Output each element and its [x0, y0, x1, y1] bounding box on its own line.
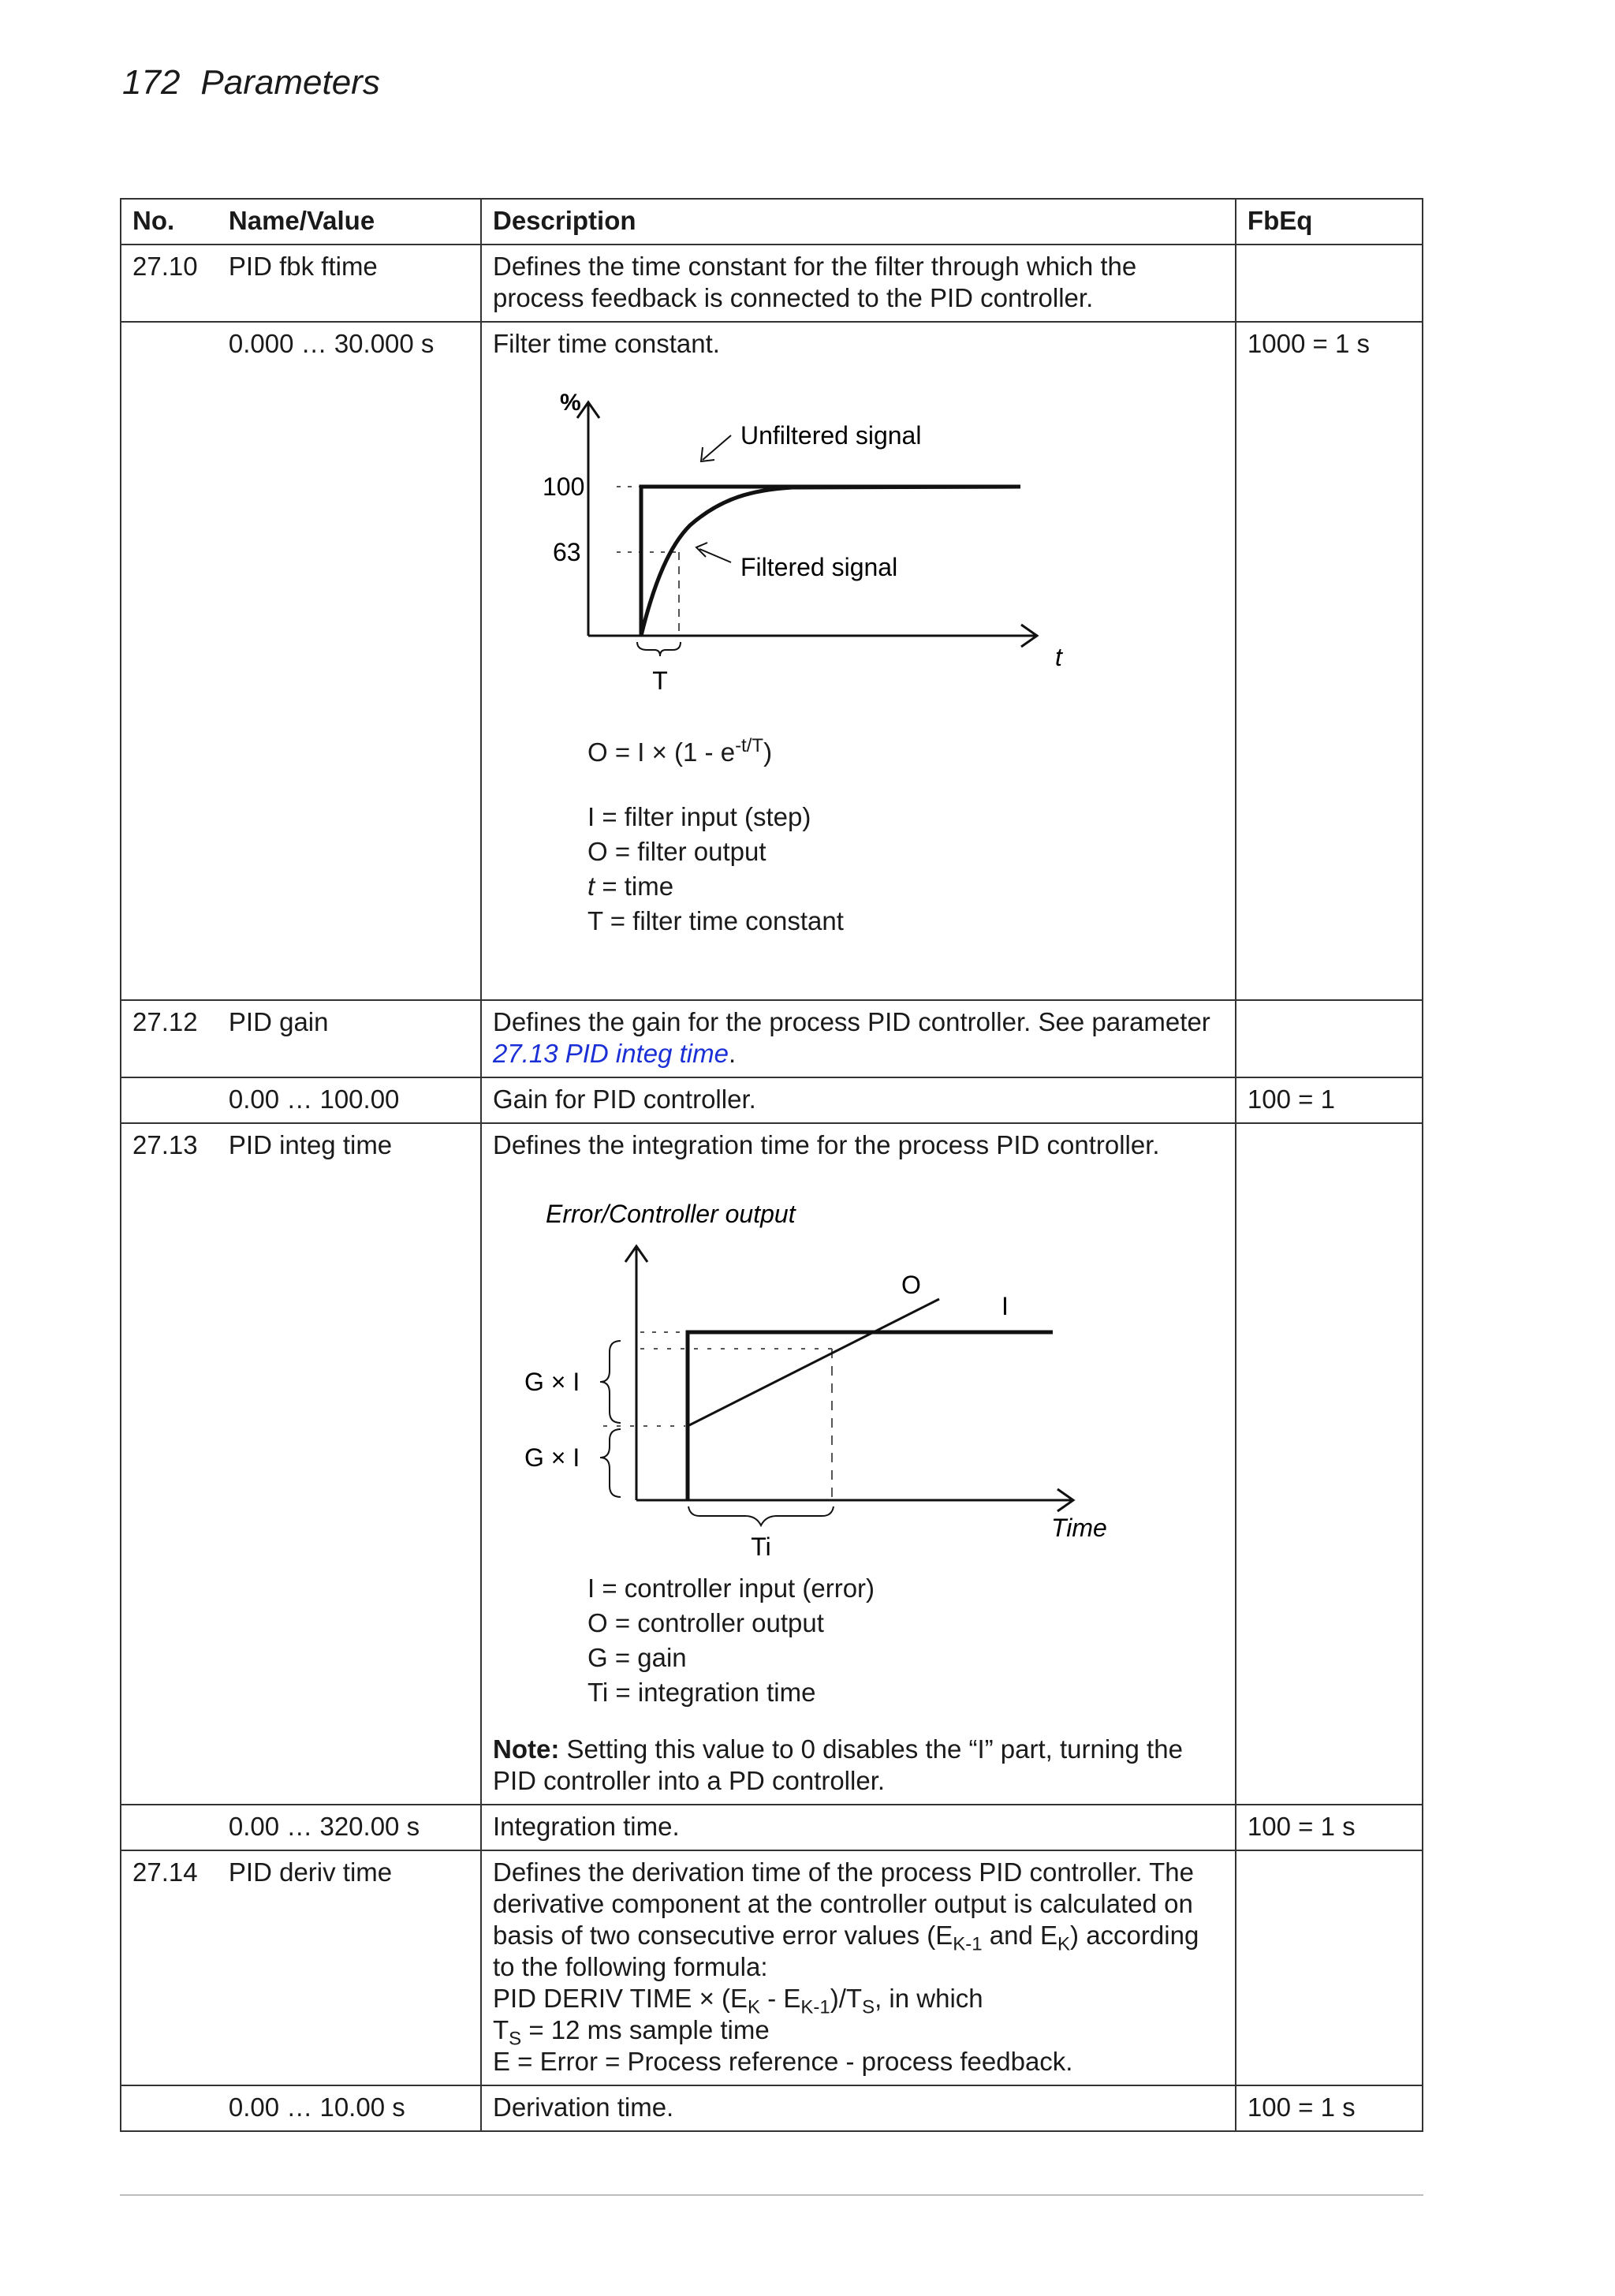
param-no — [121, 2085, 218, 2131]
page-number: 172 — [122, 63, 181, 102]
unfiltered-signal-label: Unfiltered signal — [740, 421, 922, 450]
unfiltered-pointer — [703, 435, 731, 460]
y-tick-100: 100 — [542, 472, 585, 501]
filter-diagram — [493, 368, 1218, 730]
time-constant-label: T — [652, 666, 668, 695]
deriv-desc: Defines the derivation time of the process PID controller. The derivative component at the controller output is calculated on basis of two consecutive error values ($E_{K-1}$ and $E_K$) according to the following formula: — [492, 1857, 1199, 1981]
output-label: O — [901, 1271, 921, 1299]
param-desc: Derivation time. — [481, 2085, 1236, 2131]
time-constant-brace — [637, 642, 681, 656]
table-row — [121, 1850, 1423, 2085]
legend-item: t = time — [587, 872, 674, 901]
param-no — [121, 1805, 218, 1850]
input-label: I — [1001, 1292, 1009, 1320]
param-desc — [481, 1850, 1236, 2085]
param-desc: Integration time. — [481, 1805, 1236, 1850]
deriv-formula: PID DERIV TIME × $(E_K - E_{K-1})/T_S$, in which — [492, 1984, 983, 2018]
col-header-fbeq: FbEq — [1236, 199, 1423, 245]
param-desc: Gain for PID controller. — [481, 1077, 1236, 1123]
param-fbeq: 100 = 1 s — [1236, 2085, 1423, 2131]
footer-rule — [120, 2194, 1423, 2196]
param-fbeq — [1236, 1123, 1423, 1805]
param-name: PID deriv time — [218, 1850, 481, 2085]
integration-time-brace — [688, 1506, 834, 1525]
legend-item: G = gain — [587, 1643, 687, 1672]
table-row — [121, 245, 1423, 322]
gain-label-upper: G × I — [524, 1368, 580, 1396]
param-value-range: 0.00 … 100.00 — [218, 1077, 481, 1123]
integration-time-label: Ti — [751, 1533, 771, 1561]
table-row — [121, 1000, 1423, 1077]
col-header-name: Name/Value — [218, 199, 481, 245]
gain-label-lower: G × I — [524, 1443, 580, 1472]
filter-legend — [587, 800, 1224, 939]
y-tick-63: 63 — [552, 538, 581, 566]
param-fbeq: 100 = 1 s — [1236, 1805, 1423, 1850]
param-no — [121, 322, 218, 1000]
note-label: Note: — [492, 1734, 560, 1764]
filter-formula-block — [587, 737, 1224, 939]
param-fbeq — [1236, 245, 1423, 322]
param-no: 27.13 — [121, 1123, 218, 1805]
value-desc: Filter time constant. — [492, 329, 720, 358]
gain-brace-lower — [600, 1429, 621, 1497]
sample-time-line: $T_S = 12$ ms sample time — [492, 2015, 770, 2050]
param-fbeq — [1236, 1000, 1423, 1077]
param-name: PID integ time — [218, 1123, 481, 1805]
param-value-range: 0.00 … 10.00 s — [218, 2085, 481, 2131]
param-desc-text: Defines the integration time for the process PID controller. — [492, 1130, 1160, 1159]
param-desc — [481, 322, 1236, 1000]
integration-diagram — [493, 1169, 1218, 1563]
legend-item: I = filter input (step) — [587, 802, 811, 831]
y-unit-label: % — [559, 390, 581, 416]
table-row — [121, 1123, 1423, 1805]
x-axis-label: t — [1054, 643, 1062, 671]
param-desc: Defines the time constant for the filter through which the process feedback is connected to the PID controller. — [481, 245, 1236, 322]
param-fbeq: 100 = 1 — [1236, 1077, 1423, 1123]
table-header-row — [121, 199, 1423, 245]
legend-item: Ti = integration time — [587, 1678, 816, 1707]
col-header-no: No. — [121, 199, 218, 245]
param-name: PID gain — [218, 1000, 481, 1077]
filter-formula: $O = I \times (1 - e^{-t/T})$ — [587, 735, 773, 767]
table-row — [121, 1805, 1423, 1850]
controller-output-line — [688, 1299, 939, 1426]
param-value-range: 0.00 … 320.00 s — [218, 1805, 481, 1850]
param-no: 27.10 — [121, 245, 218, 322]
error-definition: E = Error = Process reference - process feedback. — [492, 2047, 1073, 2076]
param-no: 27.14 — [121, 1850, 218, 2085]
param-no: 27.12 — [121, 1000, 218, 1077]
param-fbeq: 1000 = 1 s — [1236, 322, 1423, 1000]
integration-legend — [587, 1571, 1224, 1710]
filtered-signal-label: Filtered signal — [740, 553, 898, 581]
param-desc — [481, 1123, 1236, 1805]
param-link[interactable]: 27.13 PID integ time — [492, 1039, 729, 1068]
param-name: PID fbk ftime — [218, 245, 481, 322]
table-row — [121, 2085, 1423, 2131]
param-value-range: 0.000 … 30.000 s — [218, 322, 481, 1000]
page-header — [122, 63, 380, 103]
x-axis-label: Time — [1050, 1514, 1107, 1542]
table-row — [121, 322, 1423, 1000]
note-paragraph: Note: Setting this value to 0 disables the “I” part, turning the PID controller into a PD controller. — [492, 1734, 1183, 1795]
legend-item: O = controller output — [587, 1608, 824, 1637]
param-no — [121, 1077, 218, 1123]
legend-item: T = filter time constant — [587, 906, 844, 935]
table-row — [121, 1077, 1423, 1123]
legend-item: I = controller input (error) — [587, 1574, 875, 1603]
col-header-desc: Description — [481, 199, 1236, 245]
parameter-table — [120, 198, 1423, 2132]
param-desc: Defines the gain for the process PID controller. See parameter 27.13 PID integ time. — [481, 1000, 1236, 1077]
gain-brace-upper — [600, 1341, 621, 1423]
legend-item: O = filter output — [587, 837, 766, 866]
param-fbeq — [1236, 1850, 1423, 2085]
y-axis-label: Error/Controller output — [545, 1200, 796, 1228]
input-step-line — [688, 1332, 1053, 1500]
section-title: Parameters — [200, 63, 380, 102]
